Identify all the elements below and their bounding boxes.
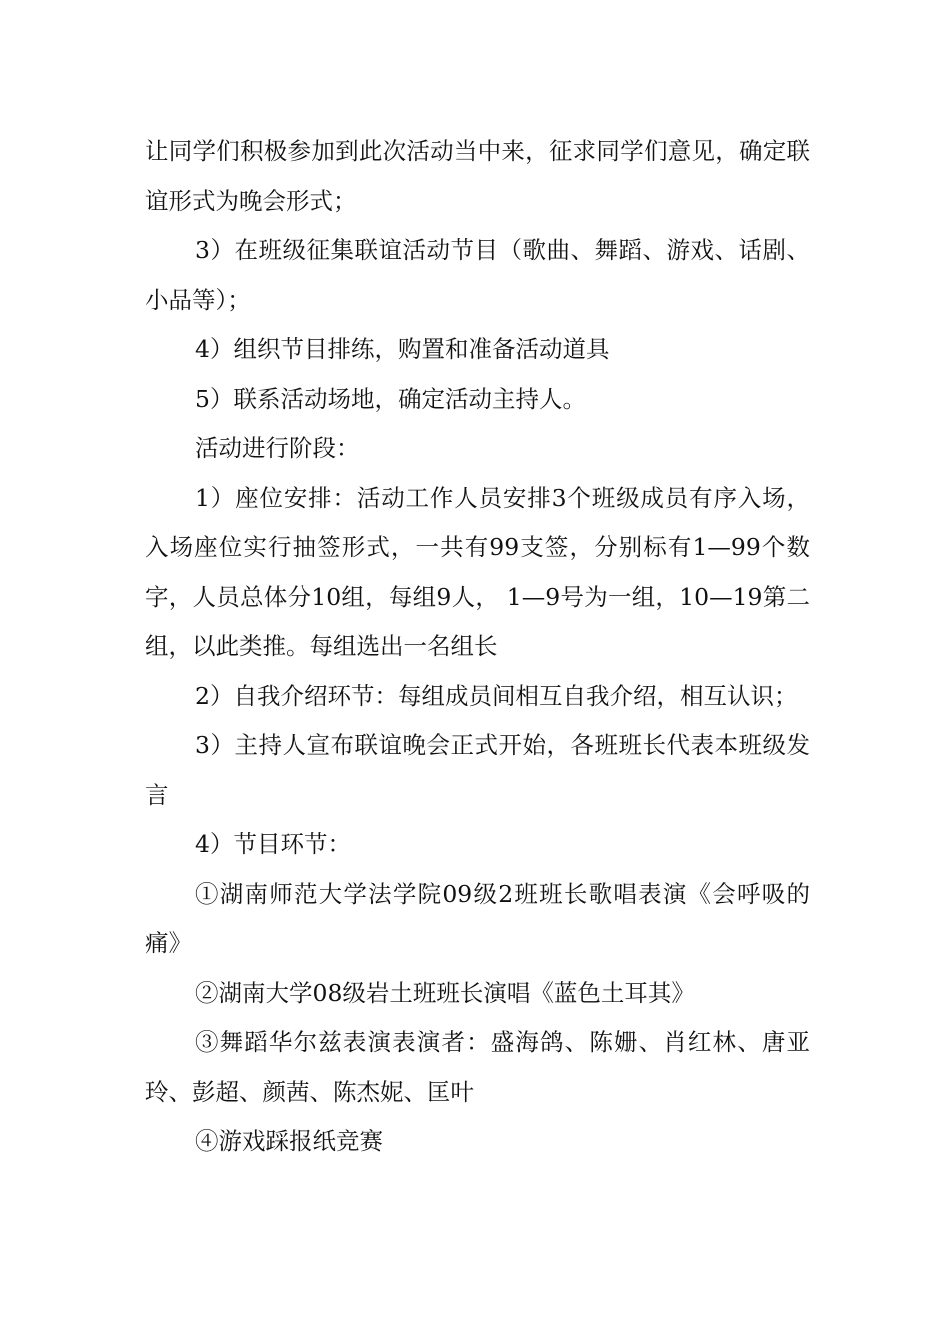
paragraph-seating: 1）座位安排：活动工作人员安排3个班级成员有序入场，入场座位实行抽签形式，一共有99支签，分别标有1—99个数字，人员总体分10组，每组9人， 1—9号为一组，10—19第二组，以此类推。每组选出一名组长 [145,483,810,660]
paragraph-program-section: 4）节目环节： [195,830,351,858]
paragraph-continuation: 让同学们积极参加到此次活动当中来，征求同学们意见，确定联谊形式为晚会形式； [145,137,810,215]
paragraph-item-4: 4）组织节目排练，购置和准备活动道具 [195,335,610,363]
paragraph-item-5: 5）联系活动场地，确定活动主持人。 [195,384,586,413]
program-item-2: ②湖南大学08级岩土班班长演唱《蓝色土耳其》 [195,978,695,1007]
program-item-4: ④游戏踩报纸竞赛 [195,1127,383,1155]
document-body [145,127,810,1167]
paragraph-item-3: 3）在班级征集联谊活动节目（歌曲、舞蹈、游戏、话剧、小品等）； [145,236,810,314]
section-heading-activity-stage: 活动进行阶段： [195,434,360,462]
paragraph-host-opening: 3）主持人宣布联谊晚会正式开始，各班班长代表本班级发言 [145,731,810,809]
program-item-3: ③舞蹈华尔兹表演表演者：盛海鸽、陈姗、肖红林、唐亚玲、彭超、颜茜、陈杰妮、匡叶 [145,1028,810,1106]
paragraph-self-intro: 2）自我介绍环节：每组成员间相互自我介绍，相互认识； [195,681,798,710]
program-item-1: ①湖南师范大学法学院09级2班班长歌唱表演《会呼吸的痛》 [145,879,810,957]
